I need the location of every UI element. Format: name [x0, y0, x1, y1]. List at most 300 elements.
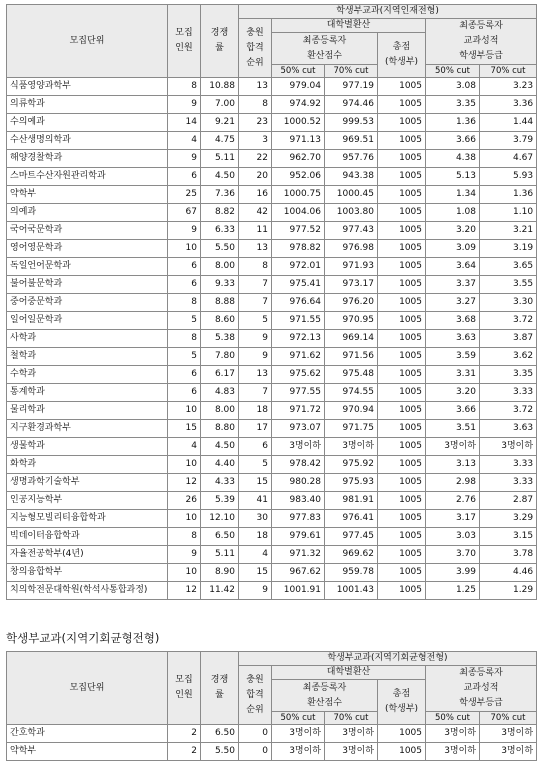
cell-ratio: 8.82: [201, 204, 239, 222]
cell-conv-cut70: 943.38: [325, 168, 378, 186]
cell-total: 1005: [378, 312, 426, 330]
cell-quota: 6: [168, 366, 201, 384]
cell-waitlist: 8: [239, 258, 272, 276]
cell-grade-cut50: 3.66: [426, 402, 480, 420]
cell-ratio: 11.42: [201, 582, 239, 600]
cell-quota: 9: [168, 96, 201, 114]
unit-label: 약학부: [10, 746, 37, 756]
cell-total: 1005: [378, 546, 426, 564]
cell-conv-cut50: 962.70: [272, 150, 325, 168]
cell-conv-cut70: 3명이하: [325, 743, 378, 761]
cell-grade-cut50: 3.51: [426, 420, 480, 438]
cell-unit: [7, 186, 168, 204]
cell-conv-cut70: 959.78: [325, 564, 378, 582]
table-row: [7, 312, 537, 330]
section-title: 학생부교과(지역기회균형전형): [6, 631, 160, 645]
cell-quota: 10: [168, 564, 201, 582]
cell-conv-cut50: 972.13: [272, 330, 325, 348]
cell-conv-cut70: 976.98: [325, 240, 378, 258]
cell-ratio: 5.11: [201, 150, 239, 168]
cell-unit: [7, 438, 168, 456]
cell-conv-cut50: 971.55: [272, 312, 325, 330]
cell-grade-cut70: 3.30: [480, 294, 537, 312]
cell-waitlist: 0: [239, 725, 272, 743]
cell-total: 1005: [378, 348, 426, 366]
cell-grade-cut70: 2.87: [480, 492, 537, 510]
unit-label: 생명과학기술학부: [10, 477, 80, 487]
cell-ratio: 5.50: [201, 240, 239, 258]
cell-quota: 6: [168, 258, 201, 276]
table-row: [7, 186, 537, 204]
cell-grade-cut70: 3.65: [480, 258, 537, 276]
cell-total: 1005: [378, 564, 426, 582]
cell-grade-cut70: 3.33: [480, 456, 537, 474]
cell-grade-cut50: 3.08: [426, 78, 480, 96]
header-final-conv: 최종등록자 환산점수: [272, 680, 378, 712]
table-row: [7, 168, 537, 186]
cell-total: 1005: [378, 456, 426, 474]
cell-quota: 9: [168, 222, 201, 240]
header-quota: 모집 인원: [168, 652, 201, 725]
cell-ratio: 4.50: [201, 168, 239, 186]
unit-label: 불어불문학과: [10, 279, 63, 289]
table-row: [7, 78, 537, 96]
table-row: [7, 510, 537, 528]
cell-unit: [7, 384, 168, 402]
cell-ratio: 4.83: [201, 384, 239, 402]
cell-waitlist: 6: [239, 438, 272, 456]
unit-label: 식품영양과학부: [10, 81, 71, 91]
cell-waitlist: 9: [239, 582, 272, 600]
unit-label: 인공지능학부: [10, 495, 63, 505]
cell-waitlist: 22: [239, 150, 272, 168]
cell-quota: 10: [168, 456, 201, 474]
cell-unit: [7, 132, 168, 150]
cell-unit: [7, 78, 168, 96]
cell-conv-cut70: 977.19: [325, 78, 378, 96]
cell-conv-cut50: 1000.52: [272, 114, 325, 132]
cell-grade-cut50: 1.08: [426, 204, 480, 222]
cell-grade-cut50: 3.09: [426, 240, 480, 258]
cell-grade-cut50: 1.36: [426, 114, 480, 132]
cell-unit: [7, 204, 168, 222]
cell-waitlist: 7: [239, 294, 272, 312]
cell-conv-cut50: 971.32: [272, 546, 325, 564]
table-title: 학생부교과(지역인재전형): [239, 5, 537, 19]
cell-conv-cut50: 978.82: [272, 240, 325, 258]
unit-label: 지능형모빌리티융합학과: [10, 513, 106, 523]
table-row: [7, 474, 537, 492]
unit-label: 중어중문학과: [10, 297, 63, 307]
cell-waitlist: 13: [239, 240, 272, 258]
header-grade-cut50: 50% cut: [426, 712, 480, 725]
cell-conv-cut70: 970.94: [325, 402, 378, 420]
cell-ratio: 7.00: [201, 96, 239, 114]
cell-waitlist: 15: [239, 474, 272, 492]
cell-ratio: 4.40: [201, 456, 239, 474]
cell-total: 1005: [378, 204, 426, 222]
cell-ratio: 8.90: [201, 564, 239, 582]
cell-grade-cut50: 2.98: [426, 474, 480, 492]
table-row: [7, 330, 537, 348]
header-waitlist: 충원 합격 순위: [239, 19, 272, 78]
cell-conv-cut50: 977.83: [272, 510, 325, 528]
header-total: 총점 (학생부): [378, 33, 426, 78]
cell-conv-cut70: 975.92: [325, 456, 378, 474]
unit-label: 생물학과: [10, 441, 45, 451]
cell-quota: 8: [168, 78, 201, 96]
cell-ratio: 12.10: [201, 510, 239, 528]
cell-waitlist: 7: [239, 384, 272, 402]
table-row: [7, 492, 537, 510]
cell-grade-cut50: 3.03: [426, 528, 480, 546]
cell-total: 1005: [378, 438, 426, 456]
cell-ratio: 5.38: [201, 330, 239, 348]
cell-total: 1005: [378, 150, 426, 168]
cell-grade-cut50: 5.13: [426, 168, 480, 186]
cell-total: 1005: [378, 222, 426, 240]
table-row: [7, 96, 537, 114]
cell-conv-cut50: 3명이하: [272, 438, 325, 456]
cell-total: 1005: [378, 168, 426, 186]
cell-conv-cut70: 3명이하: [325, 725, 378, 743]
cell-ratio: 8.00: [201, 258, 239, 276]
cell-conv-cut70: 971.93: [325, 258, 378, 276]
cell-waitlist: 0: [239, 743, 272, 761]
cell-conv-cut50: 971.62: [272, 348, 325, 366]
cell-grade-cut70: 1.10: [480, 204, 537, 222]
cell-ratio: 8.80: [201, 420, 239, 438]
table-title: 학생부교과(지역기회균형전형): [239, 652, 537, 666]
cell-grade-cut50: 1.34: [426, 186, 480, 204]
cell-total: 1005: [378, 96, 426, 114]
table-body: [7, 78, 537, 600]
cell-conv-cut70: 969.62: [325, 546, 378, 564]
cell-conv-cut50: 975.62: [272, 366, 325, 384]
header-unit: 모집단위: [7, 652, 168, 725]
cell-grade-cut50: 3.64: [426, 258, 480, 276]
cell-conv-cut70: 976.41: [325, 510, 378, 528]
unit-label: 국어국문학과: [10, 225, 63, 235]
cell-waitlist: 7: [239, 276, 272, 294]
cell-ratio: 9.21: [201, 114, 239, 132]
table-row: [7, 348, 537, 366]
cell-unit: [7, 168, 168, 186]
cell-total: 1005: [378, 366, 426, 384]
cell-total: 1005: [378, 528, 426, 546]
cell-total: 1005: [378, 294, 426, 312]
cell-conv-cut70: 973.17: [325, 276, 378, 294]
cell-conv-cut50: 979.04: [272, 78, 325, 96]
cell-quota: 25: [168, 186, 201, 204]
unit-label: 의류학과: [10, 99, 45, 109]
cell-conv-cut70: 977.45: [325, 528, 378, 546]
unit-label: 간호학과: [10, 728, 45, 738]
header-final-grade: 최종등록자 교과성적 학생부등급: [426, 666, 537, 712]
cell-grade-cut50: 3명이하: [426, 438, 480, 456]
table-row: [7, 276, 537, 294]
cell-total: 1005: [378, 240, 426, 258]
cell-quota: 2: [168, 725, 201, 743]
cell-quota: 4: [168, 438, 201, 456]
cell-total: 1005: [378, 582, 426, 600]
cell-conv-cut50: 1001.91: [272, 582, 325, 600]
cell-grade-cut50: 3.66: [426, 132, 480, 150]
cell-conv-cut50: 983.40: [272, 492, 325, 510]
table-row: [7, 743, 537, 761]
table-row: [7, 420, 537, 438]
cell-ratio: 6.17: [201, 366, 239, 384]
cell-quota: 10: [168, 402, 201, 420]
cell-conv-cut50: 971.72: [272, 402, 325, 420]
cell-waitlist: 20: [239, 168, 272, 186]
cell-unit: [7, 743, 168, 761]
cell-ratio: 8.88: [201, 294, 239, 312]
cell-quota: 8: [168, 330, 201, 348]
header-ratio: 경쟁 률: [201, 5, 239, 78]
unit-label: 치의학전문대학원(학석사통합과정): [10, 585, 148, 595]
cell-unit: [7, 150, 168, 168]
unit-label: 지구환경과학부: [10, 423, 71, 433]
cell-quota: 6: [168, 384, 201, 402]
cell-total: 1005: [378, 258, 426, 276]
cell-grade-cut70: 5.93: [480, 168, 537, 186]
unit-label: 사학과: [10, 333, 37, 343]
cell-conv-cut70: 970.95: [325, 312, 378, 330]
cell-waitlist: 15: [239, 564, 272, 582]
cell-grade-cut70: 1.36: [480, 186, 537, 204]
cell-conv-cut70: 975.93: [325, 474, 378, 492]
cell-conv-cut50: 976.64: [272, 294, 325, 312]
cell-grade-cut50: 2.76: [426, 492, 480, 510]
unit-label: 해양경찰학과: [10, 153, 63, 163]
cell-conv-cut50: 952.06: [272, 168, 325, 186]
cell-grade-cut50: 3.13: [426, 456, 480, 474]
header-univ-conv: 대학별환산: [272, 19, 426, 33]
cell-total: 1005: [378, 384, 426, 402]
cell-unit: [7, 474, 168, 492]
table-row: [7, 564, 537, 582]
unit-label: 통계학과: [10, 387, 45, 397]
cell-grade-cut70: 3.78: [480, 546, 537, 564]
cell-grade-cut70: 3.21: [480, 222, 537, 240]
cell-quota: 10: [168, 510, 201, 528]
cell-grade-cut70: 3명이하: [480, 725, 537, 743]
cell-grade-cut70: 3.87: [480, 330, 537, 348]
cell-conv-cut50: 3명이하: [272, 725, 325, 743]
cell-grade-cut70: 3.72: [480, 402, 537, 420]
table-row: [7, 204, 537, 222]
table-row: [7, 240, 537, 258]
cell-grade-cut50: 3.35: [426, 96, 480, 114]
cell-waitlist: 13: [239, 366, 272, 384]
cell-quota: 12: [168, 474, 201, 492]
cell-grade-cut70: 3.33: [480, 474, 537, 492]
header-ratio: 경쟁 률: [201, 652, 239, 725]
table-row: [7, 150, 537, 168]
unit-label: 의예과: [10, 207, 37, 217]
cell-conv-cut50: 1004.06: [272, 204, 325, 222]
unit-label: 자율전공학부(4년): [10, 549, 84, 559]
cell-unit: [7, 528, 168, 546]
cell-grade-cut50: 3.59: [426, 348, 480, 366]
cell-unit: [7, 582, 168, 600]
cell-conv-cut70: 981.91: [325, 492, 378, 510]
cell-unit: [7, 222, 168, 240]
cell-grade-cut50: 3.68: [426, 312, 480, 330]
cell-waitlist: 5: [239, 312, 272, 330]
cell-total: 1005: [378, 725, 426, 743]
cell-grade-cut70: 1.44: [480, 114, 537, 132]
cell-unit: [7, 348, 168, 366]
cell-unit: [7, 510, 168, 528]
cell-conv-cut70: 999.53: [325, 114, 378, 132]
cell-ratio: 6.50: [201, 725, 239, 743]
table-row: [7, 456, 537, 474]
cell-total: 1005: [378, 510, 426, 528]
cell-ratio: 8.00: [201, 402, 239, 420]
cell-waitlist: 11: [239, 222, 272, 240]
cell-unit: [7, 402, 168, 420]
cell-grade-cut50: 3.20: [426, 384, 480, 402]
cell-unit: [7, 276, 168, 294]
cell-ratio: 8.60: [201, 312, 239, 330]
unit-label: 수산생명의학과: [10, 135, 71, 145]
cell-waitlist: 18: [239, 402, 272, 420]
cell-quota: 8: [168, 528, 201, 546]
header-conv-cut70: 70% cut: [325, 65, 378, 78]
cell-quota: 14: [168, 114, 201, 132]
table-row: [7, 725, 537, 743]
cell-unit: [7, 114, 168, 132]
cell-ratio: 6.50: [201, 528, 239, 546]
cell-conv-cut50: 979.61: [272, 528, 325, 546]
table-row: [7, 384, 537, 402]
cell-conv-cut50: 974.92: [272, 96, 325, 114]
unit-label: 영어영문학과: [10, 243, 63, 253]
cell-waitlist: 9: [239, 348, 272, 366]
table-row: [7, 222, 537, 240]
cell-total: 1005: [378, 186, 426, 204]
cell-waitlist: 13: [239, 78, 272, 96]
cell-quota: 12: [168, 582, 201, 600]
cell-conv-cut50: 977.55: [272, 384, 325, 402]
cell-conv-cut50: 973.07: [272, 420, 325, 438]
cell-grade-cut70: 3.23: [480, 78, 537, 96]
cell-conv-cut50: 977.52: [272, 222, 325, 240]
cell-unit: [7, 725, 168, 743]
cell-conv-cut70: 1001.43: [325, 582, 378, 600]
cell-total: 1005: [378, 330, 426, 348]
cell-quota: 67: [168, 204, 201, 222]
cell-waitlist: 17: [239, 420, 272, 438]
cell-conv-cut50: 975.41: [272, 276, 325, 294]
cell-conv-cut70: 971.75: [325, 420, 378, 438]
cell-grade-cut50: 3.37: [426, 276, 480, 294]
cell-quota: 9: [168, 150, 201, 168]
cell-total: 1005: [378, 743, 426, 761]
cell-grade-cut70: 3.33: [480, 384, 537, 402]
cell-quota: 5: [168, 312, 201, 330]
cell-conv-cut70: 3명이하: [325, 438, 378, 456]
cell-unit: [7, 258, 168, 276]
cell-unit: [7, 240, 168, 258]
header-final-grade: 최종등록자 교과성적 학생부등급: [426, 19, 537, 65]
cell-waitlist: 42: [239, 204, 272, 222]
cell-conv-cut70: 975.48: [325, 366, 378, 384]
table-row: [7, 258, 537, 276]
cell-conv-cut50: 3명이하: [272, 743, 325, 761]
cell-grade-cut70: 4.46: [480, 564, 537, 582]
cell-ratio: 5.39: [201, 492, 239, 510]
cell-quota: 6: [168, 168, 201, 186]
cell-grade-cut70: 4.67: [480, 150, 537, 168]
cell-total: 1005: [378, 474, 426, 492]
table-row: [7, 402, 537, 420]
cell-conv-cut70: 974.55: [325, 384, 378, 402]
cell-grade-cut70: 3.55: [480, 276, 537, 294]
cell-unit: [7, 546, 168, 564]
cell-ratio: 7.80: [201, 348, 239, 366]
cell-quota: 6: [168, 276, 201, 294]
unit-label: 스마트수산자원관리학과: [10, 171, 106, 181]
cell-waitlist: 5: [239, 456, 272, 474]
cell-unit: [7, 492, 168, 510]
unit-label: 일어일문학과: [10, 315, 63, 325]
cell-grade-cut70: 3.35: [480, 366, 537, 384]
header-grade-cut70: 70% cut: [480, 712, 537, 725]
cell-conv-cut70: 974.46: [325, 96, 378, 114]
header-grade-cut70: 70% cut: [480, 65, 537, 78]
cell-grade-cut70: 3.19: [480, 240, 537, 258]
cell-grade-cut70: 1.29: [480, 582, 537, 600]
cell-grade-cut70: 3.79: [480, 132, 537, 150]
cell-quota: 8: [168, 294, 201, 312]
cell-ratio: 6.33: [201, 222, 239, 240]
cell-waitlist: 16: [239, 186, 272, 204]
header-unit: 모집단위: [7, 5, 168, 78]
cell-grade-cut50: 1.25: [426, 582, 480, 600]
cell-grade-cut70: 3명이하: [480, 438, 537, 456]
cell-waitlist: 9: [239, 330, 272, 348]
cell-grade-cut70: 3명이하: [480, 743, 537, 761]
cell-quota: 2: [168, 743, 201, 761]
cell-ratio: 4.50: [201, 438, 239, 456]
cell-grade-cut70: 3.29: [480, 510, 537, 528]
cell-ratio: 9.33: [201, 276, 239, 294]
unit-label: 창의융합학부: [10, 567, 63, 577]
cell-grade-cut50: 3.99: [426, 564, 480, 582]
cell-waitlist: 4: [239, 546, 272, 564]
cell-ratio: 4.75: [201, 132, 239, 150]
header-conv-cut50: 50% cut: [272, 712, 325, 725]
cell-conv-cut70: 969.51: [325, 132, 378, 150]
table-row: [7, 546, 537, 564]
cell-waitlist: 18: [239, 528, 272, 546]
cell-conv-cut70: 969.14: [325, 330, 378, 348]
cell-grade-cut70: 3.63: [480, 420, 537, 438]
cell-grade-cut50: 3명이하: [426, 725, 480, 743]
table-row: [7, 582, 537, 600]
cell-grade-cut70: 3.72: [480, 312, 537, 330]
cell-unit: [7, 456, 168, 474]
unit-label: 약학부: [10, 189, 37, 199]
cell-conv-cut70: 957.76: [325, 150, 378, 168]
cell-ratio: 5.50: [201, 743, 239, 761]
cell-quota: 15: [168, 420, 201, 438]
cell-total: 1005: [378, 114, 426, 132]
unit-label: 화학과: [10, 459, 37, 469]
